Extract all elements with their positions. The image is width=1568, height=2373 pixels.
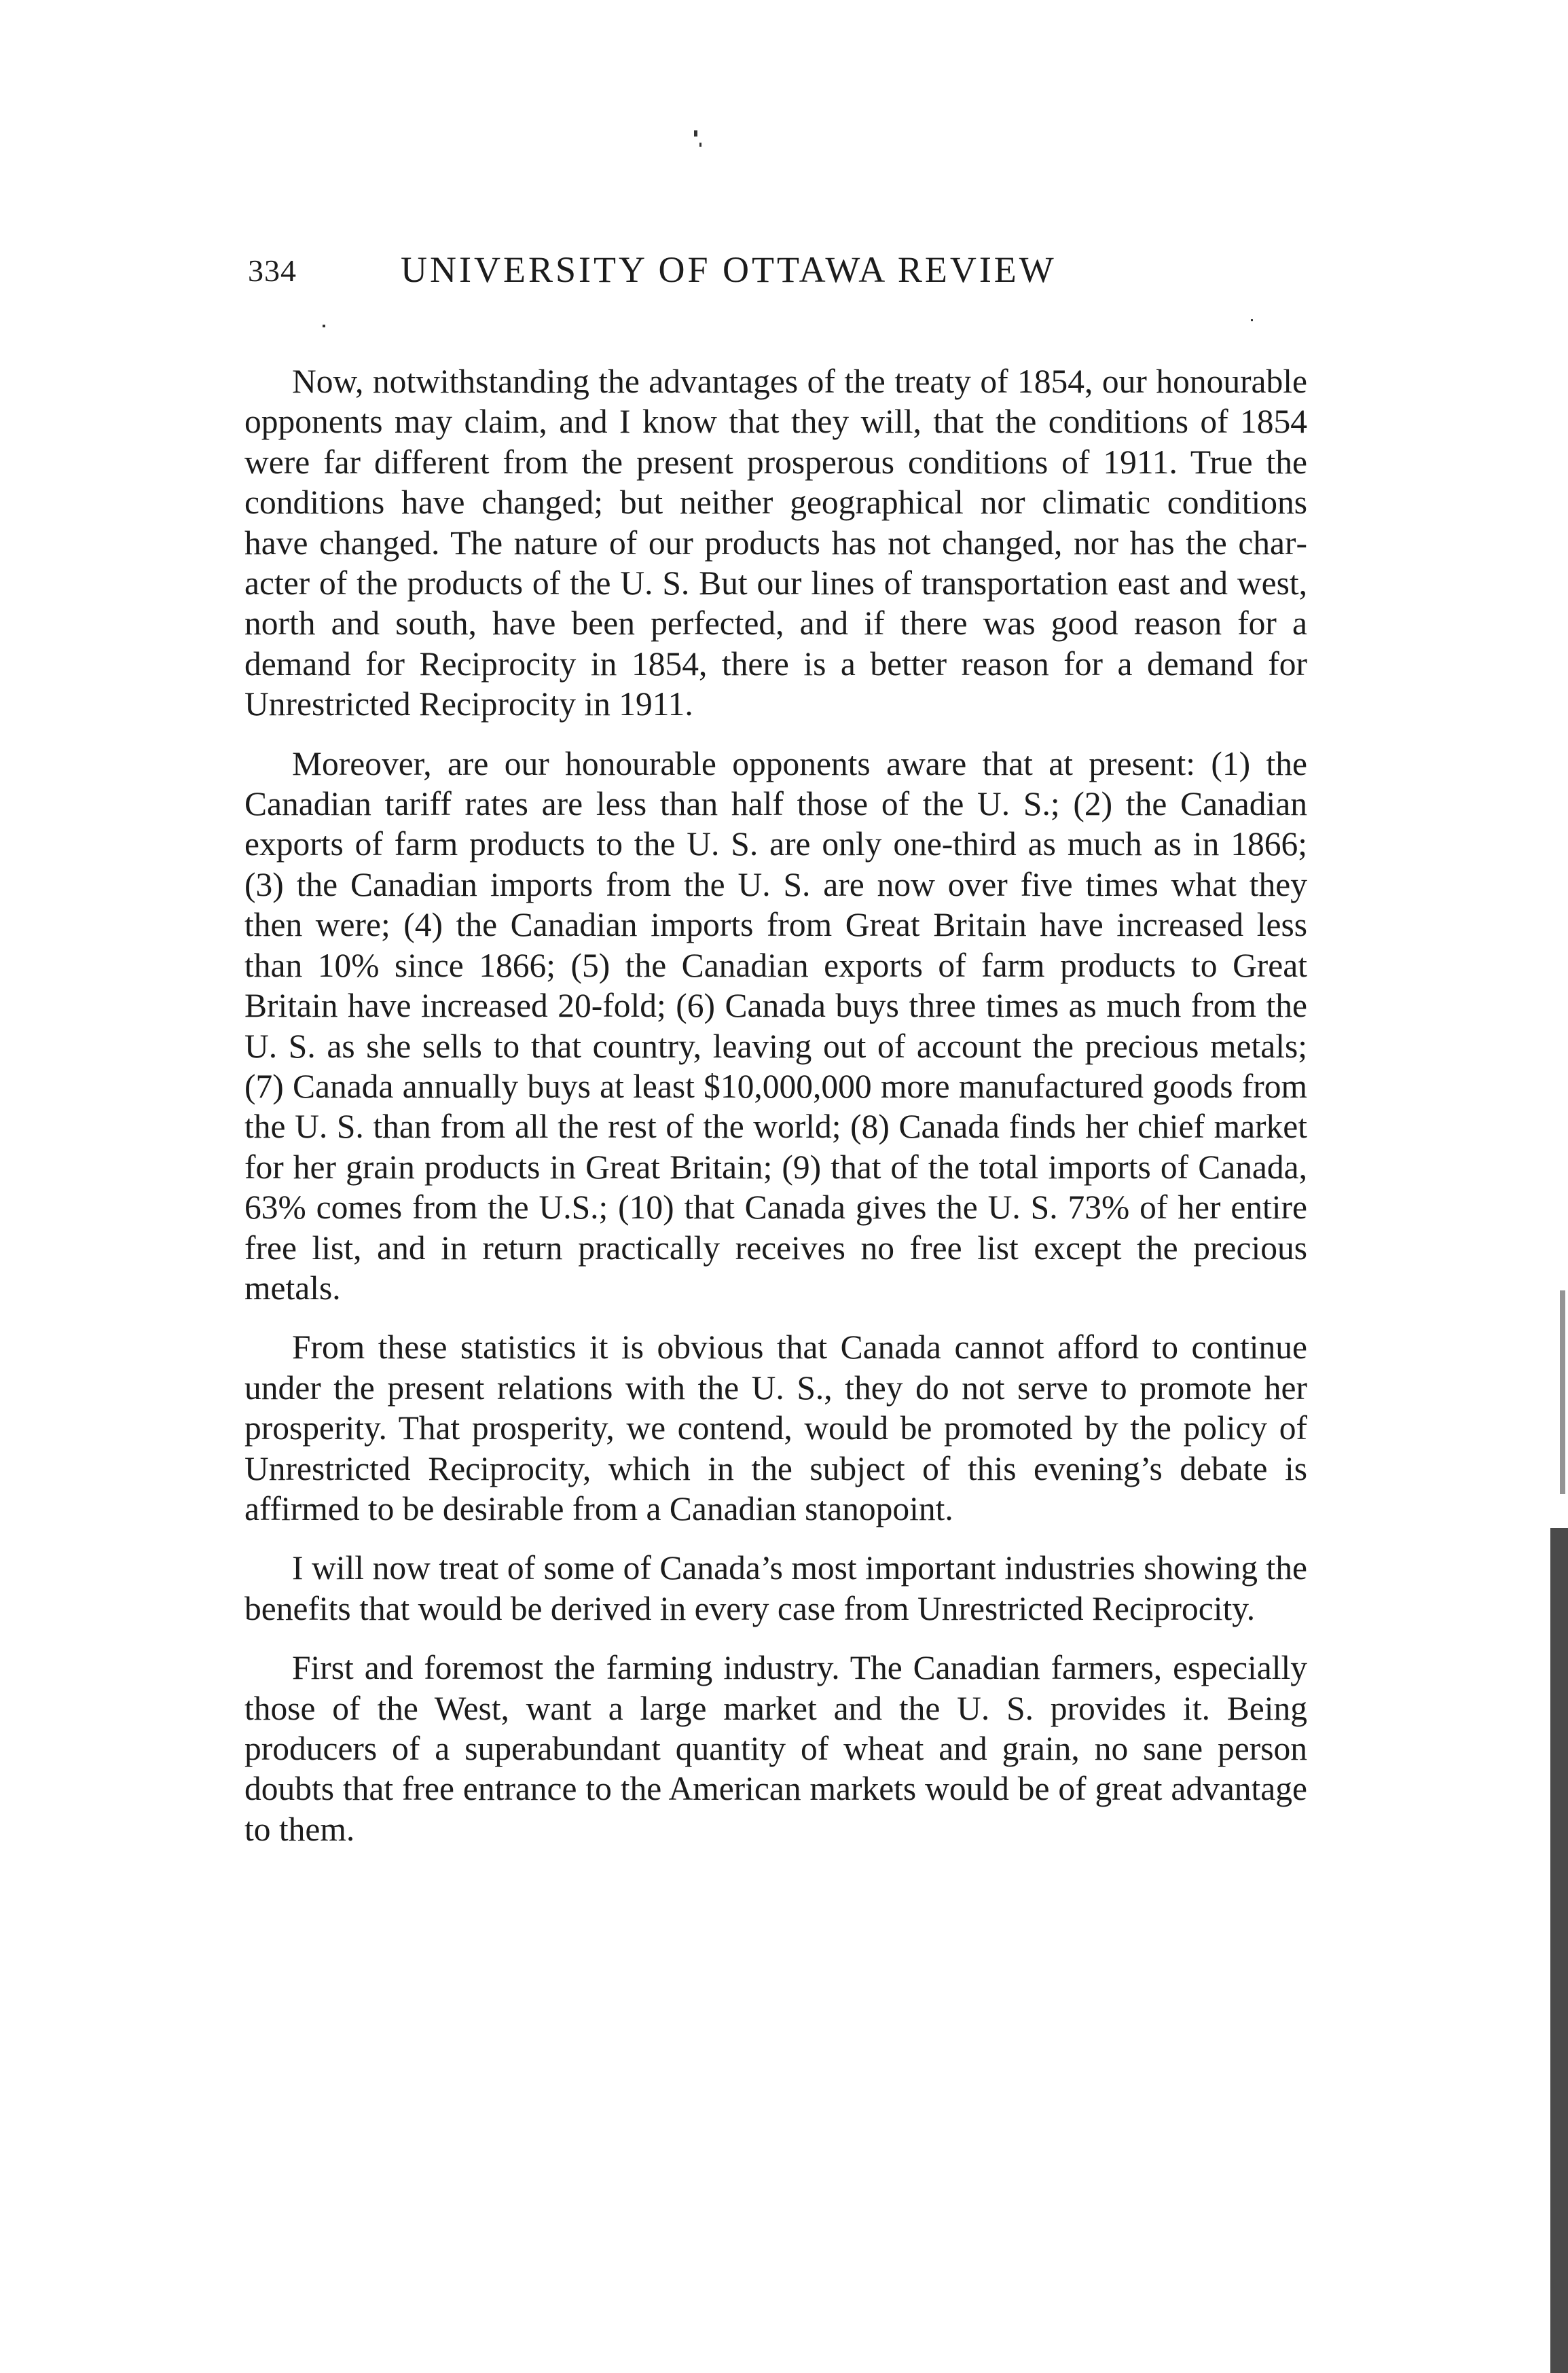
paragraph-conclusion-statistics: From these statistics it is obvious that Canada cannot afford to continue under the present relations with the U. S., they do not serve to promote her prosperity. That prosperity, we contend, would be promoted by the policy of Unrestricted Reciprocity, which in the subject of this evening’s debate is affirmed to be desirable from a Canadian stanopoint. xyxy=(244,1328,1307,1527)
scan-edge-shadow xyxy=(1560,1290,1565,1494)
paragraph-industries-intro: I will now treat of some of Canada’s most important industries showing the benefits that would be derived in every case from Unrestricted Reciprocity. xyxy=(244,1549,1307,1627)
page-header xyxy=(248,249,1307,307)
paragraph-treaty-1854: Now, notwithstanding the advantages of the treaty of 1854, our honourable opponents may claim, and I know that they will, that the conditions of 1854 were far different from the present prosperous conditions of 1911. True the conditions have changed; but neither geographical nor climatic conditions have changed. The nature of our products has not changed, nor has the character of the products of the U. S. But our lines of transportation east and west, north and south, have been perfected, and if there was good reason for a demand for Reciprocity in 1854, there is a better reason for a demand for Unrestricted Reciprocity in 1911. xyxy=(244,363,1307,723)
page-number: 334 xyxy=(248,253,297,288)
paragraph-farming-industry: First and foremost the farming industry. The Canadian farmers, especially those of the West, want a large market and the U. S. provides it. Being producers of a superabundant quantity of wheat and grain, no sane person doubts that free entrance to the American markets would be of great advantage to them. xyxy=(244,1649,1307,1848)
scan-edge-shadow xyxy=(1550,1528,1568,2373)
paragraph-statistics-list: Moreover, are our honourable opponents aware that at present: (1) the Canadian tariff rates are less than half those of the U. S.; (2) the Canadian exports of farm products to the U. S. are only one-third as much as in 1866; (3) the Canadian imports from the U. S. are now over five times what they then were; (4) the Canadian imports from Great Britain have increased less than 10% since 1866; (5) the Canadian exports of farm products to Great Britain have increased 20-fold; (6) Canada buys three times as much from the U. S. as she sells to that country, leaving out of account the precious metals; (7) Canada annually buys at least $10,000,000 more manufactured goods from the U. S. than from all the rest of the world; (8) Canada finds her chief market for her grain products in Great Britain; (9) that of the total imports of Canada, 63% comes from the U.S.; (10) that Canada gives the U. S. 73% of her entire free list, and in return practically receives no free list except the precious metals. xyxy=(244,744,1307,1307)
article-body xyxy=(244,361,1307,1868)
running-title: UNIVERSITY OF OTTAWA REVIEW xyxy=(401,249,1057,290)
ink-speck xyxy=(699,143,701,147)
ink-speck xyxy=(323,325,325,327)
ink-speck xyxy=(694,130,697,137)
ink-speck xyxy=(1251,319,1253,321)
